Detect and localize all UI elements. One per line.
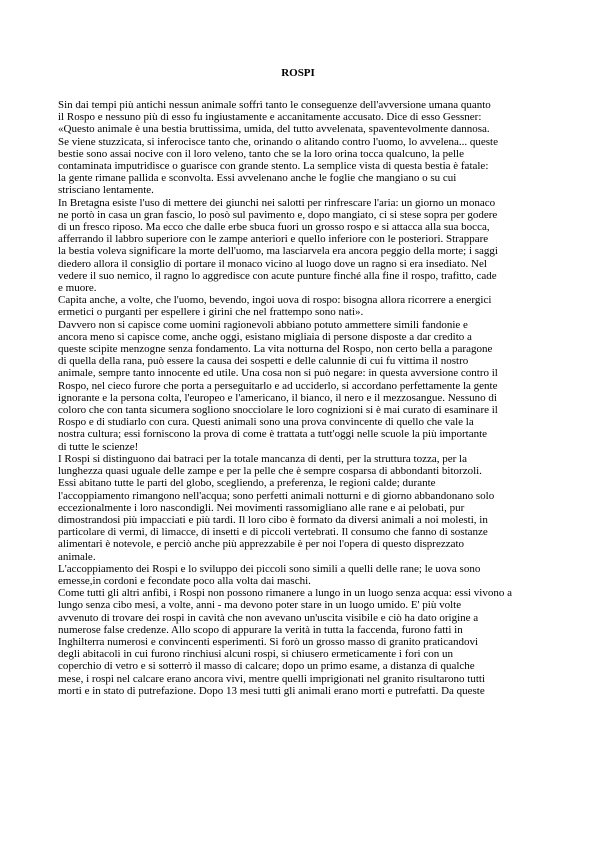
paragraph: I Rospi si distinguono dai batraci per la totale mancanza di denti, per la struttura tozza, per la lunghezza quasi uguale delle zampe e per la pelle che è sempre cosparsa di abbondanti bitorzoli. Essi abitano tutte le parti del globo, scegliendo, a preferenza, le regioni calde; durante l'accoppiamento rimangono nell'acqua; sono perfetti animali notturni e di giorno abbandonano solo eccezionalmente i loro nascondigli. Nei movimenti rassomigliano alle rane e ai pelobati, pur dimostrandosi più impacciati e più tardi. Il loro cibo è formato da diversi animali a noi molesti, in particolare di vermi, di limacce, di insetti e di piccoli vertebrati. Il consumo che fanno di sostanze alimentari è notevole, e perciò anche più apprezzabile è per noi l'opera di questo disprezzato animale. <box>58 452 495 563</box>
paragraph: Sin dai tempi più antichi nessun animale soffrì tanto le conseguenze dell'avversione umana quanto il Rospo e nessuno più di esso fu ingiustamente e accanitamente accusato. Dice di esso Gessner: «Questo animale è una bestia bruttissima, umida, del tutto avvelenata, spaventevolmente dannosa. Se viene stuzzicata, si inferocisce tanto che, orinando o alitando contro l'uomo, lo avvelena... queste bestie sono assai nocive con il loro veleno, tanto che se la loro orina tocca qualcuno, la pelle contaminata imputridisce o guarisce con grande stento. La semplice vista di questa bestia è fatale: la gente rimane pallida e sconvolta. Essi avvelenano anche le foglie che mangiano o su cui strisciano lentamente. <box>58 99 498 197</box>
paragraph: L'accoppiamento dei Rospi e lo sviluppo dei piccoli sono simili a quelli delle rane; le uova sono emesse,in cordoni e fecondate poco alla volta dai maschi. <box>58 562 481 587</box>
document-body <box>58 99 548 697</box>
paragraph: Davvero non si capisce come uomini ragionevoli abbiano potuto ammettere simili fandonie e ancora meno si capisce come, anche oggi, esistano migliaia di persone disposte a dar credito a queste scipite menzogne senza fondamento. La vita notturna del Rospo, non certo bella a paragone di quella della rana, può essere la causa dei sospetti e delle calunnie di cui fu vittima il nostro animale, sempre tanto innocente ed utile. Una cosa non si può negare: in questa avversione contro il Rospo, nel cieco furore che porta a perseguitarlo e ad ucciderlo, si accordano perfettamente la gente ignorante e la persona colta, l'europeo e l'americano, il bianco, il nero e il mezzosangue. Nessuno di coloro che con tanta sicumera sogliono snocciolare le loro cognizioni si è mai curato di esaminare il Rospo e di studiarlo con cura. Questi animali sono una prova convincente di quello che vale la nostra cultura; essi forniscono la prova di come è trattata a tutt'oggi nelle scuole la più importante di tutte le scienze! <box>58 318 498 453</box>
paragraph: In Bretagna esiste l'uso di mettere dei giunchi nei salotti per rinfrescare l'aria: un giorno un monaco ne portò in casa un gran fascio, lo posò sul pavimento e, dopo mangiato, ci si stese sopra per godere di un fresco riposo. Ma ecco che dalle erbe sbuca fuori un grosso rospo e si attacca alla sua bocca, afferrando il labbro superiore con le zampe anteriori e quello inferiore con le posteriori. Strappare la bestia voleva significare la morte dell'uomo, ma lasciarvela era ancora peggio della morte; i saggi diedero allora il consiglio di portare il monaco vicino al luogo dove un ragno si era insediato. Nel vedere il suo nemico, il ragno lo aggrediscе con acute punture finché alla fine il rospo, trafitto, cade e muore. <box>58 196 498 295</box>
paragraph: Capita anche, a volte, che l'uomo, bevendo, ingoi uova di rospo: bisogna allora ricorrere a energici ermetici o purganti per espellere i girini che nel frattempo sono nati». <box>58 294 492 319</box>
page-title: ROSPI <box>281 67 315 79</box>
paragraph: Come tutti gli altri anfibi, i Rospi non possono rimanere a lungo in un luogo senza acqua: essi vivono a lungo senza cibo mesi, a volte, anni - ma devono poter stare in un luogo umido. E' più volte avvenuto di trovare dei rospi in cavità che non avevano un'uscita visibile e ciò ha dato origine a numerose false credenze. Allo scopo di appurare la verità in tutta la faccenda, furono fatti in Inghilterra numerosi e convincenti esperimenti. Si forò un grosso masso di granito praticandovi degli abitacoli in cui furono rinchiusi alcuni rospi, si chiusero ermeticamente i fori con un coperchio di vetro e si sotterrò il masso di calcare; dopo un primo esame, a distanza di qualche mese, i rospi nel calcare erano ancora vivi, mentre quelli imprigionati nel granito risultarono tutti morti e in stato di putrefazione. Dopo 13 mesi tutti gli animali erano morti e putrefatti. Da queste <box>58 587 512 697</box>
